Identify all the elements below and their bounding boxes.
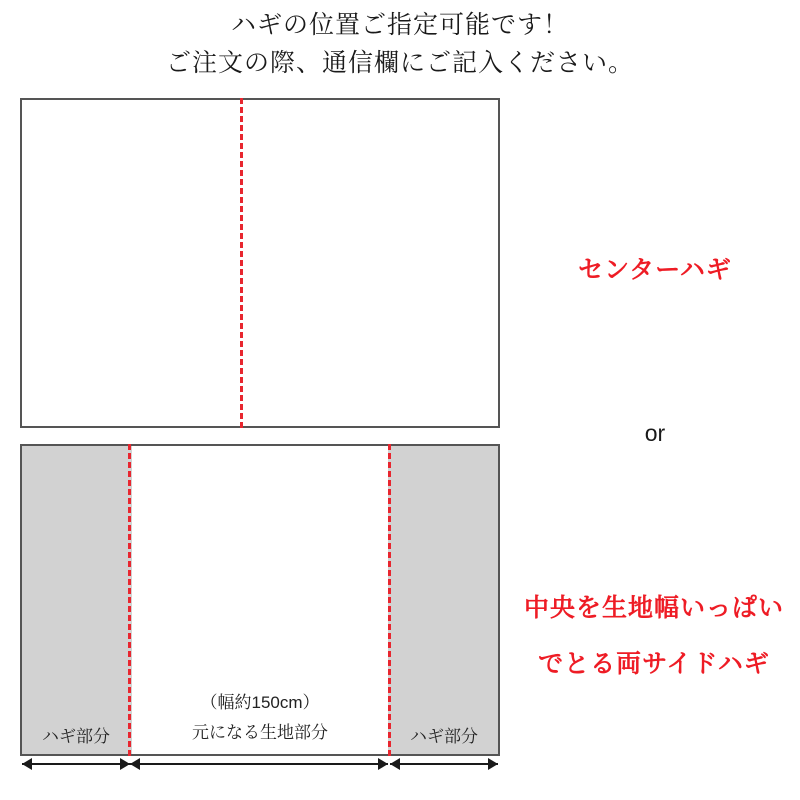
arrowhead-right-icon	[120, 758, 130, 770]
caption-or: or	[644, 420, 666, 446]
label-base-fabric: 元になる生地部分	[192, 723, 328, 742]
arrowhead-right-icon	[378, 758, 388, 770]
heading-line-2: ご注文の際、通信欄にご記入ください。	[165, 49, 634, 77]
seam-line-center	[240, 98, 243, 428]
dimension-bar	[22, 763, 130, 765]
seam-line-left	[128, 444, 131, 756]
caption-center-seam: センターハギ	[578, 256, 732, 284]
dimension-bar	[130, 763, 388, 765]
fabric-panel-center-seam	[20, 98, 500, 428]
caption-side-seam-line2: でとる両サイドハギ	[538, 650, 770, 678]
dimension-arrow-center	[130, 757, 388, 771]
seam-line-right	[388, 444, 391, 756]
label-fabric-width: （幅約150cm）	[200, 693, 320, 712]
label-hagi-right: ハギ部分	[410, 727, 478, 746]
heading-line-1: ハギの位置ご指定可能です！	[230, 11, 569, 39]
heading-block	[0, 6, 800, 82]
label-hagi-left: ハギ部分	[42, 727, 110, 746]
arrowhead-right-icon	[488, 758, 498, 770]
dimension-arrow-left	[22, 757, 130, 771]
caption-side-seam-line1: 中央を生地幅いっぱい	[523, 594, 784, 622]
hagi-zone-right	[388, 446, 498, 754]
dimension-arrow-right	[390, 757, 498, 771]
dimension-bar	[390, 763, 498, 765]
hagi-zone-left	[22, 446, 132, 754]
